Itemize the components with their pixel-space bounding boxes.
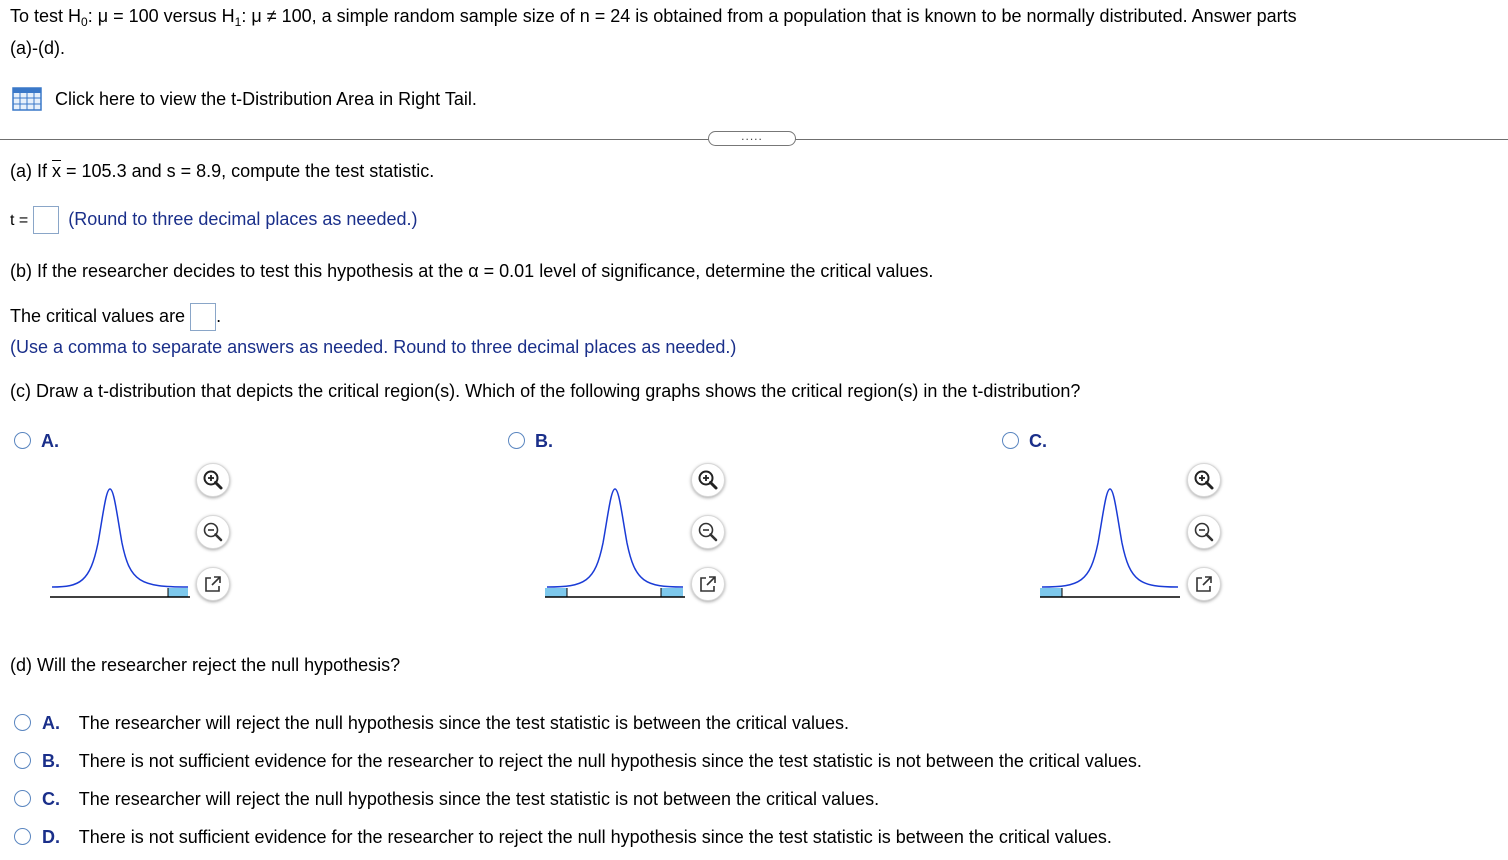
graph-c-zoom-in-button[interactable] — [1187, 463, 1221, 497]
part-d-option-b[interactable]: B. There is not sufficient evidence for the researcher to reject the null hypothesis since the test statistic is not between the critical values. — [14, 751, 1142, 772]
graph-a-zoom-in-button[interactable] — [196, 463, 230, 497]
graph-c-left-shade — [1040, 588, 1062, 597]
part-d-option-d[interactable]: D. There is not sufficient evidence for the researcher to reject the null hypothesis since the test statistic is between the critical values. — [14, 827, 1112, 848]
x-bar-symbol: $\overline{x}$ — [52, 161, 62, 181]
part-a-hint: (Round to three decimal places as needed.) — [68, 208, 418, 229]
radio-c-c[interactable] — [1002, 432, 1019, 449]
table-icon — [12, 87, 42, 111]
radio-c-a[interactable] — [14, 432, 31, 449]
graph-b-two-tail — [545, 485, 685, 600]
graph-b-curve — [547, 489, 683, 587]
graph-a-right-shade — [168, 588, 188, 597]
part-c-option-a[interactable]: A. — [14, 431, 59, 452]
external-link-icon — [203, 574, 223, 594]
part-d-option-c[interactable]: C. The researcher will reject the null hypothesis since the test statistic is not between the critical values. — [14, 789, 879, 810]
part-c-question: (c) Draw a t-distribution that depicts the critical region(s). Which of the following graphs shows the critical region(s) in the t-distribution? — [10, 381, 1081, 401]
part-d-option-a[interactable]: A. The researcher will reject the null hypothesis since the test statistic is between the critical values. — [14, 713, 849, 734]
graph-a-open-new-window-button[interactable] — [196, 567, 230, 601]
part-c-option-c[interactable]: C. — [1002, 431, 1047, 452]
zoom-out-icon — [202, 521, 224, 543]
expand-dots-button[interactable]: ..... — [708, 131, 796, 146]
part-b-answer-row: The critical values are . — [10, 303, 221, 331]
graph-b-right-shade — [661, 588, 683, 597]
t-label: t = — [10, 211, 29, 229]
graph-c-curve — [1042, 489, 1178, 587]
zoom-out-icon — [697, 521, 719, 543]
graph-b-left-shade — [545, 588, 567, 597]
radio-d-b[interactable] — [14, 752, 31, 769]
graph-b-zoom-in-button[interactable] — [691, 463, 725, 497]
graph-c-left-tail — [1040, 485, 1180, 600]
part-b-hint: (Use a comma to separate answers as needed. Round to three decimal places as needed.) — [10, 337, 737, 357]
part-d-question: (d) Will the researcher reject the null hypothesis? — [10, 655, 401, 675]
radio-d-c[interactable] — [14, 790, 31, 807]
part-c-option-b[interactable]: B. — [508, 431, 553, 452]
part-b-question: (b) If the researcher decides to test this hypothesis at the α = 0.01 level of significance, determine the critical values. — [10, 261, 934, 281]
external-link-icon — [1194, 574, 1214, 594]
problem-statement-line2: (a)-(d). — [10, 38, 65, 58]
t-table-link[interactable] — [12, 87, 477, 111]
radio-d-d[interactable] — [14, 828, 31, 845]
zoom-in-icon — [202, 469, 224, 491]
graph-c-open-new-window-button[interactable] — [1187, 567, 1221, 601]
part-a-answer-row — [10, 206, 417, 234]
critical-values-input[interactable] — [190, 303, 216, 331]
graph-b-zoom-out-button[interactable] — [691, 515, 725, 549]
t-table-link-label: Click here to view the t-Distribution Area in Right Tail. — [55, 89, 477, 109]
graph-a-curve — [52, 489, 188, 587]
problem-statement-line1: To test $H_0$: μ = 100 versus $H_1$: μ ≠ 100, a simple random sample size of n = 24 is obtained from a population that is known to be normally distributed. Answer parts — [10, 6, 1297, 29]
radio-d-a[interactable] — [14, 714, 31, 731]
graph-b-open-new-window-button[interactable] — [691, 567, 725, 601]
external-link-icon — [698, 574, 718, 594]
graph-a-right-tail — [50, 485, 190, 600]
t-answer-input[interactable] — [33, 206, 59, 234]
zoom-out-icon — [1193, 521, 1215, 543]
critical-values-label: The critical values are — [10, 305, 186, 326]
radio-c-b[interactable] — [508, 432, 525, 449]
part-a-question: (a) If $\overline{x} = 105.3$ and s = 8.9, compute the test statistic. — [10, 161, 435, 181]
zoom-in-icon — [697, 469, 719, 491]
graph-c-zoom-out-button[interactable] — [1187, 515, 1221, 549]
graph-a-zoom-out-button[interactable] — [196, 515, 230, 549]
zoom-in-icon — [1193, 469, 1215, 491]
